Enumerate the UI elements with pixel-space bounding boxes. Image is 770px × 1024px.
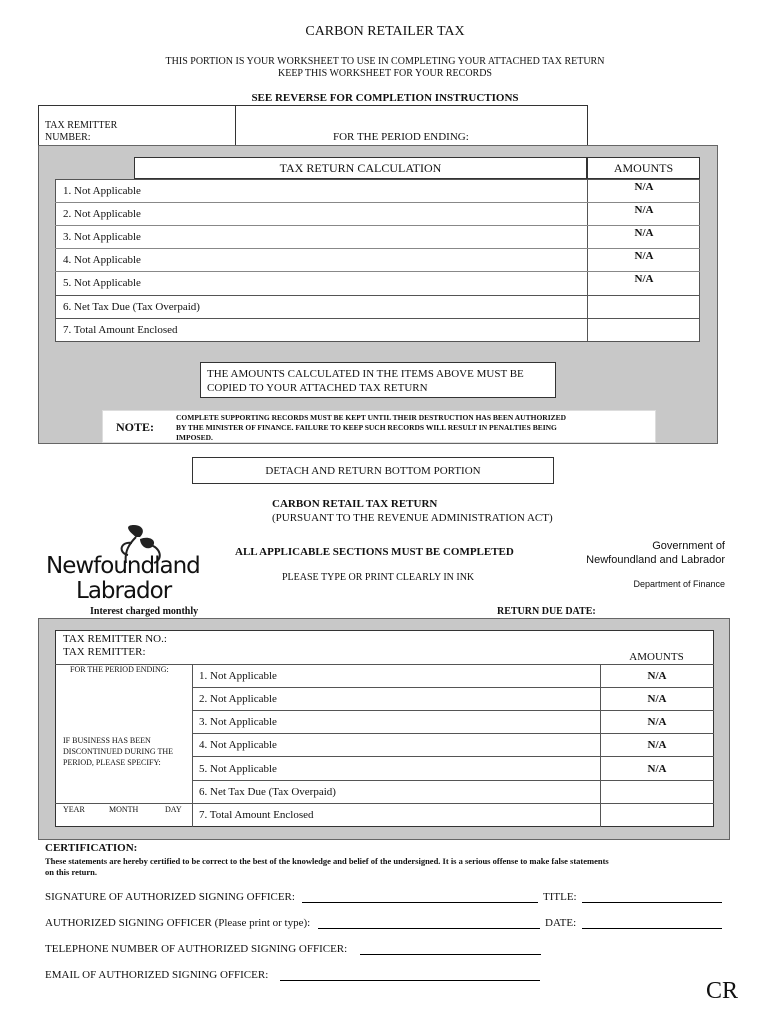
return-item-amount[interactable]: N/A bbox=[647, 716, 667, 728]
records-note bbox=[102, 410, 656, 443]
title-label: TITLE: bbox=[543, 891, 577, 903]
return-item-label: 6. Net Tax Due (Tax Overpaid) bbox=[199, 786, 336, 798]
worksheet-item-label: 7. Total Amount Enclosed bbox=[63, 324, 178, 336]
return-subtitle: (PURSUANT TO THE REVENUE ADMINISTRATION ACT) bbox=[272, 512, 553, 524]
worksheet-item-label: 3. Not Applicable bbox=[63, 231, 141, 243]
worksheet-item-label: 2. Not Applicable bbox=[63, 208, 141, 220]
government-name bbox=[586, 539, 725, 567]
return-item-label: 2. Not Applicable bbox=[199, 693, 277, 705]
nl-logo bbox=[46, 523, 206, 609]
certification-text-1: These statements are hereby certified to be correct to the best of the knowledge and belief of the undersigned. It is a serious offense to make false statements bbox=[45, 856, 609, 866]
return-item-amount[interactable]: N/A bbox=[647, 670, 667, 682]
remitter-label-2: NUMBER: bbox=[45, 132, 91, 143]
logo-line-2: Labrador bbox=[76, 578, 172, 604]
gov-line-1: Government of bbox=[652, 540, 725, 552]
note-text bbox=[176, 413, 566, 443]
worksheet-instruction-2: KEEP THIS WORKSHEET FOR YOUR RECORDS bbox=[277, 68, 492, 79]
return-item-amount[interactable]: N/A bbox=[647, 763, 667, 775]
discontinued-line-3: PERIOD, PLEASE SPECIFY: bbox=[63, 758, 161, 767]
copied-note-line-2: COPIED TO YOUR ATTACHED TAX RETURN bbox=[207, 382, 428, 394]
phone-label: TELEPHONE NUMBER OF AUTHORIZED SIGNING OFFICER: bbox=[45, 943, 348, 955]
day-label: DAY bbox=[165, 805, 182, 814]
worksheet-item-amount[interactable]: N/A bbox=[634, 204, 654, 216]
return-item-label: 1. Not Applicable bbox=[199, 670, 277, 682]
certification-heading: CERTIFICATION: bbox=[45, 842, 138, 854]
due-date-label: RETURN DUE DATE: bbox=[497, 606, 596, 617]
calc-header: TAX RETURN CALCULATION bbox=[134, 157, 587, 179]
worksheet-item-amount[interactable]: N/A bbox=[634, 250, 654, 262]
all-sections-note: ALL APPLICABLE SECTIONS MUST BE COMPLETED bbox=[235, 546, 514, 558]
officer-name-label: AUTHORIZED SIGNING OFFICER (Please print or type): bbox=[45, 917, 311, 929]
see-reverse-note: SEE REVERSE FOR COMPLETION INSTRUCTIONS bbox=[251, 92, 519, 104]
signature-label: SIGNATURE OF AUTHORIZED SIGNING OFFICER: bbox=[45, 891, 295, 903]
note-text-line-1: COMPLETE SUPPORTING RECORDS MUST BE KEPT UNTIL THEIR DESTRUCTION HAS BEEN AUTHORIZED bbox=[176, 413, 567, 422]
worksheet-item-label: 5. Not Applicable bbox=[63, 277, 141, 289]
year-label: YEAR bbox=[63, 805, 85, 814]
copied-note bbox=[200, 362, 556, 398]
remitter-no-label: TAX REMITTER NO.: bbox=[63, 633, 167, 645]
worksheet-item-label: 6. Net Tax Due (Tax Overpaid) bbox=[63, 301, 200, 313]
amounts-header: AMOUNTS bbox=[587, 157, 700, 179]
certification-text-2: on this return. bbox=[45, 867, 98, 877]
return-item-label: 7. Total Amount Enclosed bbox=[199, 809, 314, 821]
return-item-amount[interactable]: N/A bbox=[647, 693, 667, 705]
worksheet-item-label: 1. Not Applicable bbox=[63, 185, 141, 197]
return-item-amount[interactable]: N/A bbox=[647, 739, 667, 751]
return-item-label: 5. Not Applicable bbox=[199, 763, 277, 775]
email-label: EMAIL OF AUTHORIZED SIGNING OFFICER: bbox=[45, 969, 269, 981]
return-item-label: 3. Not Applicable bbox=[199, 716, 277, 728]
return-period-field[interactable] bbox=[62, 676, 188, 726]
discontinued-line-1: IF BUSINESS HAS BEEN bbox=[63, 736, 151, 745]
return-amounts-header: AMOUNTS bbox=[629, 651, 684, 663]
date-label: DATE: bbox=[545, 917, 577, 929]
month-label: MONTH bbox=[109, 805, 139, 814]
return-item-label: 4. Not Applicable bbox=[199, 739, 277, 751]
type-print-note: PLEASE TYPE OR PRINT CLEARLY IN INK bbox=[282, 572, 475, 583]
title-field[interactable] bbox=[582, 902, 722, 903]
form-title: CARBON RETAILER TAX bbox=[305, 24, 465, 39]
remitter-label: TAX REMITTER: bbox=[63, 646, 146, 658]
detach-banner: DETACH AND RETURN BOTTOM PORTION bbox=[192, 457, 554, 484]
date-field[interactable] bbox=[582, 928, 722, 929]
email-field[interactable] bbox=[280, 980, 540, 981]
logo-line-1: Newfoundland bbox=[46, 553, 200, 579]
note-text-line-3: IMPOSED. bbox=[176, 433, 213, 442]
worksheet-item-label: 4. Not Applicable bbox=[63, 254, 141, 266]
worksheet-item-amount[interactable]: N/A bbox=[634, 181, 654, 193]
worksheet-instruction-1: THIS PORTION IS YOUR WORKSHEET TO USE IN COMPLETING YOUR ATTACHED TAX RETURN bbox=[165, 56, 605, 67]
signature-field[interactable] bbox=[302, 902, 538, 903]
remitter-label-1: TAX REMITTER bbox=[45, 120, 118, 131]
officer-name-field[interactable] bbox=[318, 928, 540, 929]
note-label: NOTE: bbox=[116, 420, 155, 434]
worksheet-item-amount[interactable]: N/A bbox=[634, 227, 654, 239]
form-code: CR bbox=[706, 978, 739, 1004]
discontinued-line-2: DISCONTINUED DURING THE bbox=[63, 747, 174, 756]
gov-line-2: Newfoundland and Labrador bbox=[586, 554, 725, 566]
return-period-label: FOR THE PERIOD ENDING: bbox=[70, 665, 169, 674]
department-name: Department of Finance bbox=[633, 579, 725, 589]
note-text-line-2: BY THE MINISTER OF FINANCE. FAILURE TO KEEP SUCH RECORDS WILL RESULT IN PENALTIES BEING bbox=[176, 423, 557, 432]
interest-note: Interest charged monthly bbox=[90, 606, 199, 617]
copied-note-line-1: THE AMOUNTS CALCULATED IN THE ITEMS ABOVE MUST BE bbox=[207, 368, 524, 380]
period-ending-label: FOR THE PERIOD ENDING: bbox=[333, 131, 469, 143]
phone-field[interactable] bbox=[360, 954, 541, 955]
worksheet-item-amount[interactable]: N/A bbox=[634, 273, 654, 285]
return-title: CARBON RETAIL TAX RETURN bbox=[272, 498, 438, 510]
certification-text bbox=[45, 856, 725, 878]
discontinued-note bbox=[63, 735, 173, 768]
